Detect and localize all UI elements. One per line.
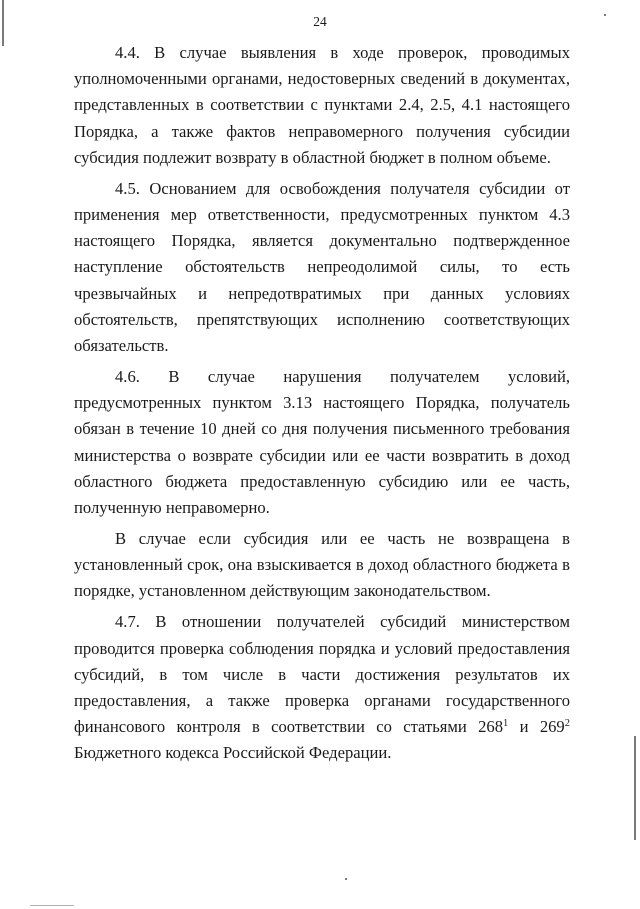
scan-dot-top-right: [604, 14, 606, 16]
paragraph-4-5: 4.5. Основанием для освобождения получателя субсидии от применения мер ответственности, предусмотренных пунктом 4.3 настоящего Порядка, является документально подтвержденное наступление обстоятельств непреодолимой силы, то есть чрезвычайных и непредотвратимых при данных условиях обстоятельств, препятствующих исполнению соответствующих обязательств.: [74, 178, 570, 356]
paragraph-4-7-text-c: Бюджетного кодекса Российской Федерации.: [74, 743, 392, 763]
paragraph-4-6: 4.6. В случае нарушения получателем условий, предусмотренных пунктом 3.13 настоящего Порядка, получатель обязан в течение 10 дней со дня получения письменного требования министерства о возврате субсидии или ее части возвратить в доход областного бюджета предоставленную субсидию или ее часть, полученную неправомерно.: [74, 367, 570, 518]
scan-dot-bottom: [345, 878, 347, 880]
document-body: [74, 40, 570, 767]
scan-edge-mark-left: [2, 0, 4, 46]
paragraph-4-7-text-b: и 269: [508, 717, 565, 737]
article-269-superscript: 2: [564, 718, 570, 730]
scan-edge-mark-right: [634, 736, 636, 840]
page-number: 24: [313, 14, 327, 29]
paragraph-4-6-continuation: В случае если субсидия или ее часть не возвращена в установленный срок, она взыскивается в доход областного бюджета в порядке, установленном действующим законодательством.: [74, 529, 570, 601]
paragraph-4-7-text-a: 4.7. В отношении получателей субсидий министерством проводится проверка соблюдения порядка и условий предоставления субсидий, в том числе в части достижения результатов их предоставления, а также проверка органами государственного финансового контроля в соответствии со статьями 268: [74, 612, 570, 737]
paragraph-4-4: 4.4. В случае выявления в ходе проверок, проводимых уполномоченными органами, недостоверных сведений в документах, представленных в соответствии с пунктами 2.4, 2.5, 4.1 настоящего Порядка, а также фактов неправомерного получения субсидии субсидия подлежит возврату в областной бюджет в полном объеме.: [74, 43, 570, 167]
paragraph-4-7: [74, 609, 570, 766]
article-268-superscript: 1: [503, 718, 509, 730]
scan-edge-mark-bottom: [30, 905, 74, 906]
